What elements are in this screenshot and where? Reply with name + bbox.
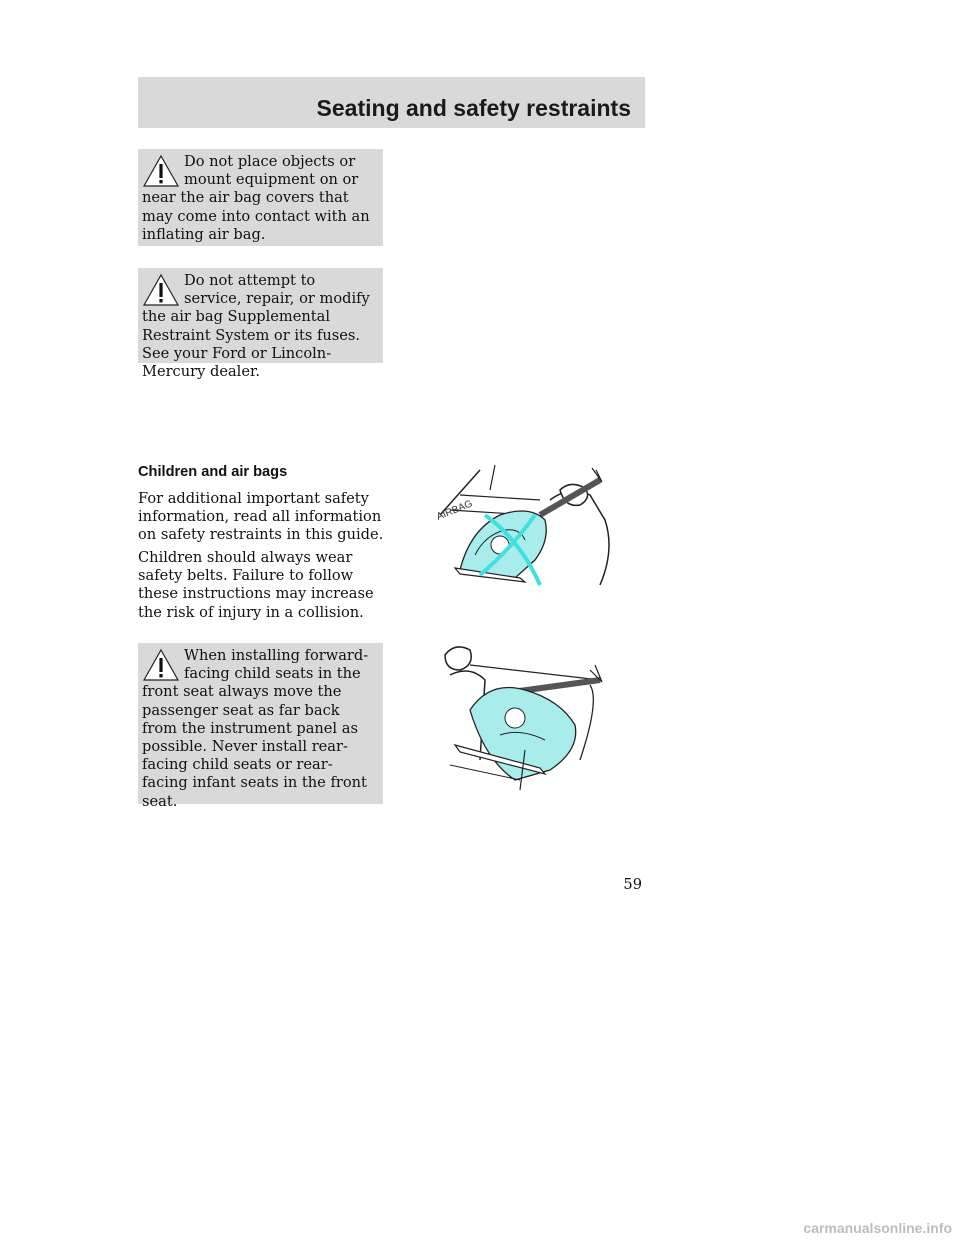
rear-facing-seat-illustration	[420, 460, 620, 595]
warning-box-3	[138, 643, 383, 810]
warning-box-1	[138, 149, 383, 246]
warning-text: Do not attempt to service, repair, or modify the air bag Supplemental Restraint System or its fuses. See your Ford or Lincoln-Mercury dealer.	[142, 272, 370, 381]
page-title: Seating and safety restraints	[316, 95, 631, 121]
warning-icon	[142, 153, 180, 189]
warning-box-2	[138, 268, 383, 381]
warning-icon	[142, 647, 180, 683]
paragraph-2: Children should always wear safety belts. Failure to follow these instructions may increase the risk of injury in a collision.	[138, 549, 374, 621]
forward-facing-seat-illustration	[430, 640, 620, 800]
warning-text: When installing forward-facing child seats in the front seat always move the passenger seat as far back from the instrument panel as possible. Never install rear-facing child seats or rear-facing infant seats in the front seat.	[142, 647, 369, 810]
airbag-label: AIRBAG	[435, 498, 475, 523]
watermark: carmanualsonline.info	[803, 1220, 952, 1236]
header-band	[138, 77, 645, 128]
page-number: 59	[623, 876, 642, 893]
warning-text: Do not place objects or mount equipment on or near the air bag covers that may come into contact with an inflating air bag.	[142, 153, 370, 243]
warning-icon	[142, 272, 180, 308]
section-heading: Children and air bags	[138, 464, 288, 480]
paragraph-1: For additional important safety information, read all information on safety restraints in this guide.	[138, 490, 384, 544]
